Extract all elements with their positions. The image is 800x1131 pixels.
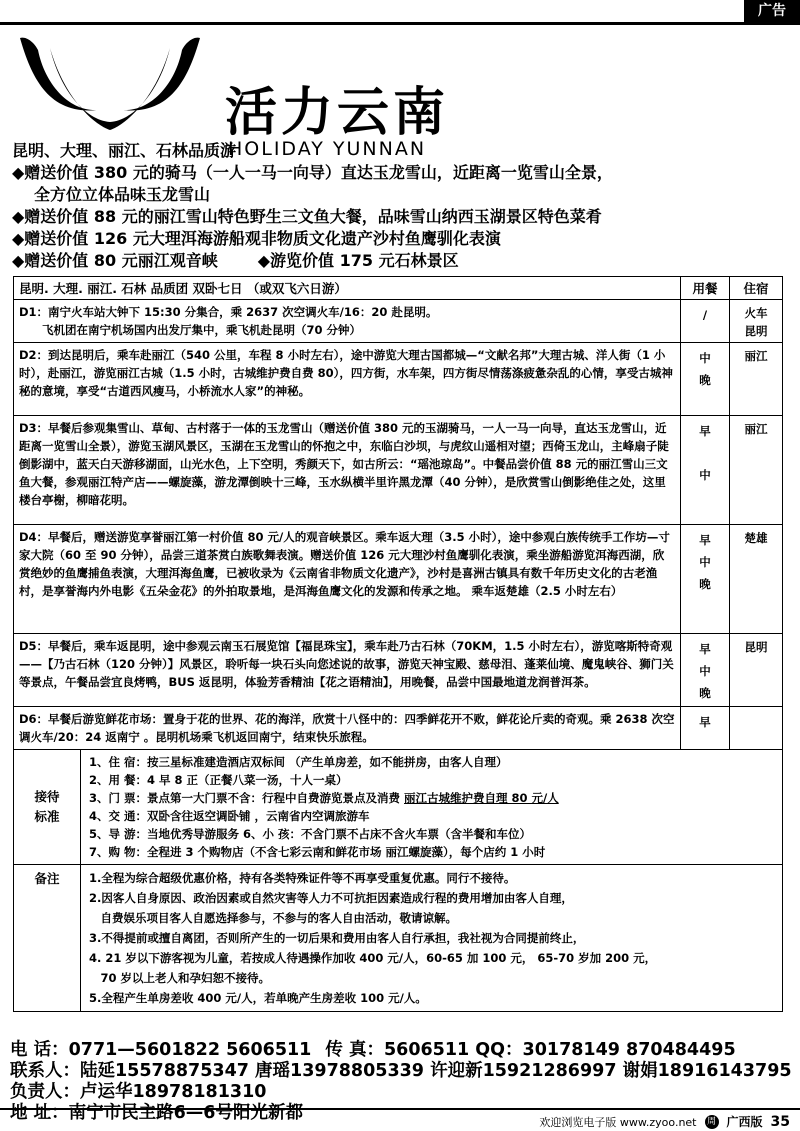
intro-title: 昆明、大理、丽江、石林品质游 [12, 141, 237, 160]
day-1-meal: / [681, 300, 730, 343]
page-number: 35 [770, 1113, 790, 1130]
day-5-meal: 早 中 晚 [681, 634, 730, 707]
table-row [14, 416, 783, 525]
note-item: 4. 21 岁以下游客视为儿童，若按成人待遇操作加收 400 元/人，60-65 加 100 元， 65-70 岁加 200 元， [89, 951, 657, 965]
intro-bullet: ◆赠送价值 126 元大理洱海游船观非物质文化遗产沙村鱼鹰驯化表演 [12, 229, 501, 248]
day-3-text: D3：早餐后参观集雪山、草甸、古村落于一体的玉龙雪山（赠送价值 380 元的玉湖骑马，一人一马一向导，直达玉龙雪山，近距离一览雪山全景），游览玉湖风景区，玉湖在玉龙雪山的怀抱之中，东临白沙坝，与虎纹山遥相对望；西倚玉龙山，主峰扇子陡倒影湖中，蓝天白天游移湖面，山光水色，上下空明，秀颜天下，如古所云：“瑶池琼岛”。中餐品尝价值 88 元的丽江雪山三文鱼大餐，参观丽江特产店——螺旋藻，游龙潭倒映十三峰，玉水纵横半里许黑龙潭（40 分钟），是欣赏雪山倒影绝佳之处，这里楼台亭榭，柳暗花明。 [14, 416, 681, 525]
note-item: 自费娱乐项目客人自愿选择参与，不参与的客人自由活动，敬请谅解。 [89, 911, 457, 925]
intro [12, 140, 792, 272]
day-6-stay [730, 707, 783, 750]
day-4-meal: 早 中 晚 [681, 525, 730, 634]
note-item: 2.因客人自身原因、政治因素或自然灾害等人力不可抗拒因素造成行程的费用增加由客人自理， [89, 891, 573, 905]
reception-list [81, 750, 783, 865]
day-5-text: D5：早餐后，乘车返昆明，途中参观云南玉石展览馆【福昆珠宝】，乘车赴乃古石林（70KM，1.5 小时左右），游览喀斯特奇观——【乃古石林（120 分钟）】风景区，聆听每一块石头向您述说的故事，游览天神宝殿、慈母泪、蓬莱仙境、魔鬼峡谷、狮门关等景点，午餐品尝宜良烤鸭，BUS 返昆明，体验芳香精油【花之语精油】，用晚餐，品尝中国最地道龙润普洱茶。 [14, 634, 681, 707]
intro-bullet: ◆游览价值 175 元石林景区 [257, 251, 459, 270]
notes-label: 备注 [14, 865, 81, 1012]
day-4-text: D4：早餐后，赠送游览享誉丽江第一村价值 80 元/人的观音峡景区。乘车返大理（3.5 小时），途中参观白族传统手工作坊—寸家大院（60 至 90 分钟），品尝三道茶赏白族歌舞表演。赠送价值 126 元大理沙村鱼鹰驯化表演，乘坐游船游览洱海西湖，欣赏绝妙的鱼鹰捕鱼表演，大理洱海鱼鹰，已被收录为《云南省非物质文化遗产》，沙村是喜洲古镇具有数千年历史文化的古老渔村，是享誉海内外电影《五朵金花》的外拍取景地，是洱海鱼鹰文化的发源和传承之地。 乘车返楚雄（2.5 小时左右） [14, 525, 681, 634]
top-rule [0, 22, 800, 25]
city-fee-note: 丽江古城维护费自理 80 元/人 [404, 791, 559, 805]
day-6-text: D6：早餐后游览鲜花市场：置身于花的世界、花的海洋，欣赏十八怪中的：四季鲜花开不败，鲜花论斤卖的奇观。乘 2638 次空调火车/20：24 返南宁 。昆明机场乘飞机返回南宁，结束快乐旅程。 [14, 707, 681, 750]
zyoo-badge-icon: 周 [705, 1115, 719, 1129]
address: 地 址：南宁市民主路6—6号阳光新都 [10, 1103, 303, 1123]
day-5-stay: 昆明 [730, 634, 783, 707]
table-header [14, 277, 783, 300]
itinerary-title: 昆明. 大理. 丽江. 石林 品质团 双卧七日 （或双飞六日游） [14, 277, 681, 300]
phone: 电 话：0771—5601822 5606511 [10, 1040, 312, 1060]
note-item: 3.不得提前或擅自离团，否则所产生的一切后果和费用由客人自行承担，我社视为合同提前终止， [89, 931, 585, 945]
reception-item: 1、住 宿：按三星标准建造酒店双标间 （产生单房差，如不能拼房，由客人自理） [89, 755, 508, 769]
reception-row [14, 750, 783, 865]
reception-item: 7、购 物：全程进 3 个购物店（不含七彩云南和鲜花市场 丽江螺旋藻），每个店约 1 小时 [89, 845, 546, 859]
intro-bullet: ◆赠送价值 88 元的丽江雪山特色野生三文鱼大餐，品味雪山纳西玉湖景区特色菜肴 [12, 207, 602, 226]
fax-qq: 传 真：5606511 QQ：30178149 870484495 [325, 1040, 736, 1060]
footer [0, 1108, 800, 1131]
table-row [14, 634, 783, 707]
day-1-text: D1：南宁火车站大钟下 15:30 分集合，乘 2637 次空调火车/16：20 赴昆明。 飞机团在南宁机场国内出发厅集中，乘飞机赴昆明（70 分钟） [14, 300, 681, 343]
day-1-stay: 火车 昆明 [730, 300, 783, 343]
note-item: 1.全程为综合超级优惠价格，持有各类特殊证件等不再享受重复优惠。同行不接待。 [89, 871, 516, 885]
intro-bullet: ◆赠送价值 380 元的骑马（一人一马一向导）直达玉龙雪山，近距离一览雪山全景， [12, 163, 613, 182]
intro-bullet: 全方位立体品味玉龙雪山 [34, 185, 211, 204]
day-2-meal: 中 晚 [681, 343, 730, 416]
intro-bullet: ◆赠送价值 80 元丽江观音峡 [12, 251, 218, 270]
footer-site: 欢迎浏览电子版 www.zyoo.net [539, 1115, 697, 1129]
reception-item: 4、交 通：双卧含往返空调卧铺 ，云南省内空调旅游车 [89, 809, 370, 823]
reception-item: 3、门 票：景点第一大门票不含：行程中自费游览景点及消费 丽江古城维护费自理 80 元/人 [89, 791, 559, 805]
reception-label: 接待 标准 [14, 750, 81, 865]
meal-header: 用餐 [681, 277, 730, 300]
table-row [14, 707, 783, 750]
day-2-stay: 丽江 [730, 343, 783, 416]
reception-item: 5、导 游：当地优秀导游服务 6、小 孩：不含门票不占床不含火车票（含半餐和车位） [89, 827, 532, 841]
day-3-stay: 丽江 [730, 416, 783, 525]
stay-header: 住宿 [730, 277, 783, 300]
day-6-meal: 早 [681, 707, 730, 750]
contact-people: 联系人：陆延15578875347 唐瑶13978805339 许迎新15921286997 谢娟18916143795 [10, 1061, 792, 1081]
ad-tag: 广告 [744, 0, 800, 24]
table-row [14, 300, 783, 343]
day-4-stay: 楚雄 [730, 525, 783, 634]
notes-list [81, 865, 783, 1012]
notes-row [14, 865, 783, 1012]
itinerary-table [13, 276, 783, 1012]
table-row [14, 525, 783, 634]
edition-label: 广西版 [726, 1115, 763, 1129]
manager: 负责人：卢运华18978181310 [10, 1082, 267, 1102]
reception-item: 2、用 餐：4 早 8 正（正餐八菜一汤，十人一桌） [89, 773, 348, 787]
logo-subtitle: HOLIDAY YUNNAN [228, 138, 427, 160]
logo-mark-icon [10, 30, 220, 145]
note-item: 5.全程产生单房差收 400 元/人，若单晚产生房差收 100 元/人。 [89, 991, 427, 1005]
table-row [14, 343, 783, 416]
day-2-text: D2：到达昆明后，乘车赴丽江（540 公里，车程 8 小时左右），途中游览大理古国都城—“文献名邦”大理古城、洋人街（1 小时），赴丽江，游览丽江古城（1.5 小时，古城维护费自费 80），四方街，水车架，四方街尽情荡涤疲惫杂乱的心情，享受古城神秘的意境，享受“古道西风瘦马，小桥流水人家”的神秘。 [14, 343, 681, 416]
note-item: 70 岁以上老人和孕妇恕不接待。 [89, 971, 271, 985]
day-3-meal: 早 中 [681, 416, 730, 525]
logo-title: 活力云南 [225, 83, 450, 143]
